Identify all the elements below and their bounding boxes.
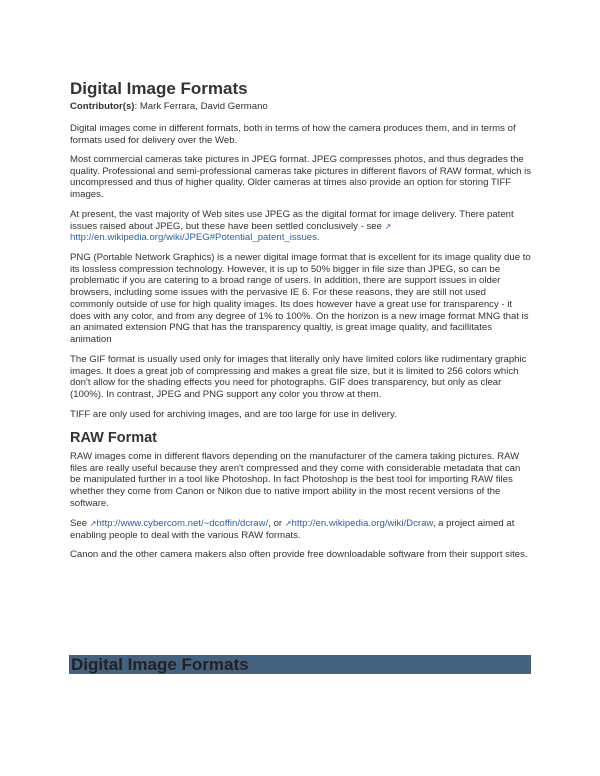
paragraph-web-jpeg [70,209,532,244]
see-text: See [70,518,88,529]
dcraw-wikipedia-link[interactable]: http://en.wikipedia.org/wiki/Dcraw [291,518,433,529]
or-text: , or [268,518,283,529]
paragraph-intro: Digital images come in different formats, both in terms of how the camera produces them, and in terms of formats used for delivery over the Web. [70,123,516,146]
paragraph-gif: The GIF format is usually used only for images that literally only have limited colors like rudimentary graphic images. It does a great job of compressing and makes a great file size, but it is limited to 256 colors which don't allow for the shading effects you need for photographs. GIF does transparency, but only as clear (100%). In contrast, JPEG and PNG support any color you throw at them. [70,354,527,401]
paragraph-jpeg: Most commercial cameras take pictures in JPEG format. JPEG compresses photos, and thus degrades the quality. Professional and semi-professional cameras take pictures in different flavors of RAW format, which is uncompressed and thus of higher quality. Older cameras at times also provide an option for storing TIFF images. [70,154,532,201]
footer-banner [69,655,531,674]
paragraph-tiff: TIFF are only used for archiving images, and are too large for use in delivery. [70,409,397,420]
paragraph-end: . [316,232,320,244]
dcraw-cybercom-link[interactable]: http://www.cybercom.net/~dcoffin/dcraw/ [96,518,269,529]
paragraph-raw: RAW images come in different flavors depending on the manufacturer of the camera taking pictures. RAW files are really useful because they aren't compressed and they come with considerable metadata that can be manipulated further in a tool like Photoshop. In fact Photoshop is the best tool for importing RAW files whether they come from Canon or Nikon due to native import ability in the most recent versions of the software. [70,451,521,509]
jpeg-patent-link[interactable]: http://en.wikipedia.org/wiki/JPEG#Potential_patent_issues [70,232,317,244]
external-link-icon: ↗ [384,221,392,231]
paragraph-canon: Canon and the other camera makers also often provide free downloadable software from their support sites. [70,549,528,560]
paragraph-web-jpeg-text: At present, the vast majority of Web sites use JPEG as the digital format for image delivery. There patent issues raised about JPEG, but these have been settled conclusively - see [70,209,514,232]
paragraph-raw-links-end: , a project aimed at enabling people to deal with the various RAW formats. [70,518,515,541]
raw-format-heading: RAW Format [70,430,157,446]
contributors-names: : Mark Ferrara, David Germano [134,101,268,112]
footer-title: Digital Image Formats [71,655,249,674]
paragraph-png: PNG (Portable Network Graphics) is a newer digital image format that is excellent for its image quality due to its lossless compression technology. However, it is up to 50% bigger in file size than JPEG, so can be problematic if you are catering to a broad range of users. In addition, there are support issues in older browsers, including some issues with the pervasive IE 6. For these reasons, they are still not used commonly outside of use for high quality images. Its does however have a great use for transparency - it does with any color, and from any degree of 1% to 100%. On the horizon is a new image format MNG that is an animated extension PNG that has the transparency qualtiy, is great image quality, and facillitates animation [70,252,531,345]
paragraph-raw-links [70,518,532,541]
page-title: Digital Image Formats [70,79,248,98]
contributors-label: Contributor(s) [70,101,135,112]
external-link-icon: ↗ [89,519,97,528]
contributors-line [70,101,268,113]
external-link-icon: ↗ [284,519,292,528]
